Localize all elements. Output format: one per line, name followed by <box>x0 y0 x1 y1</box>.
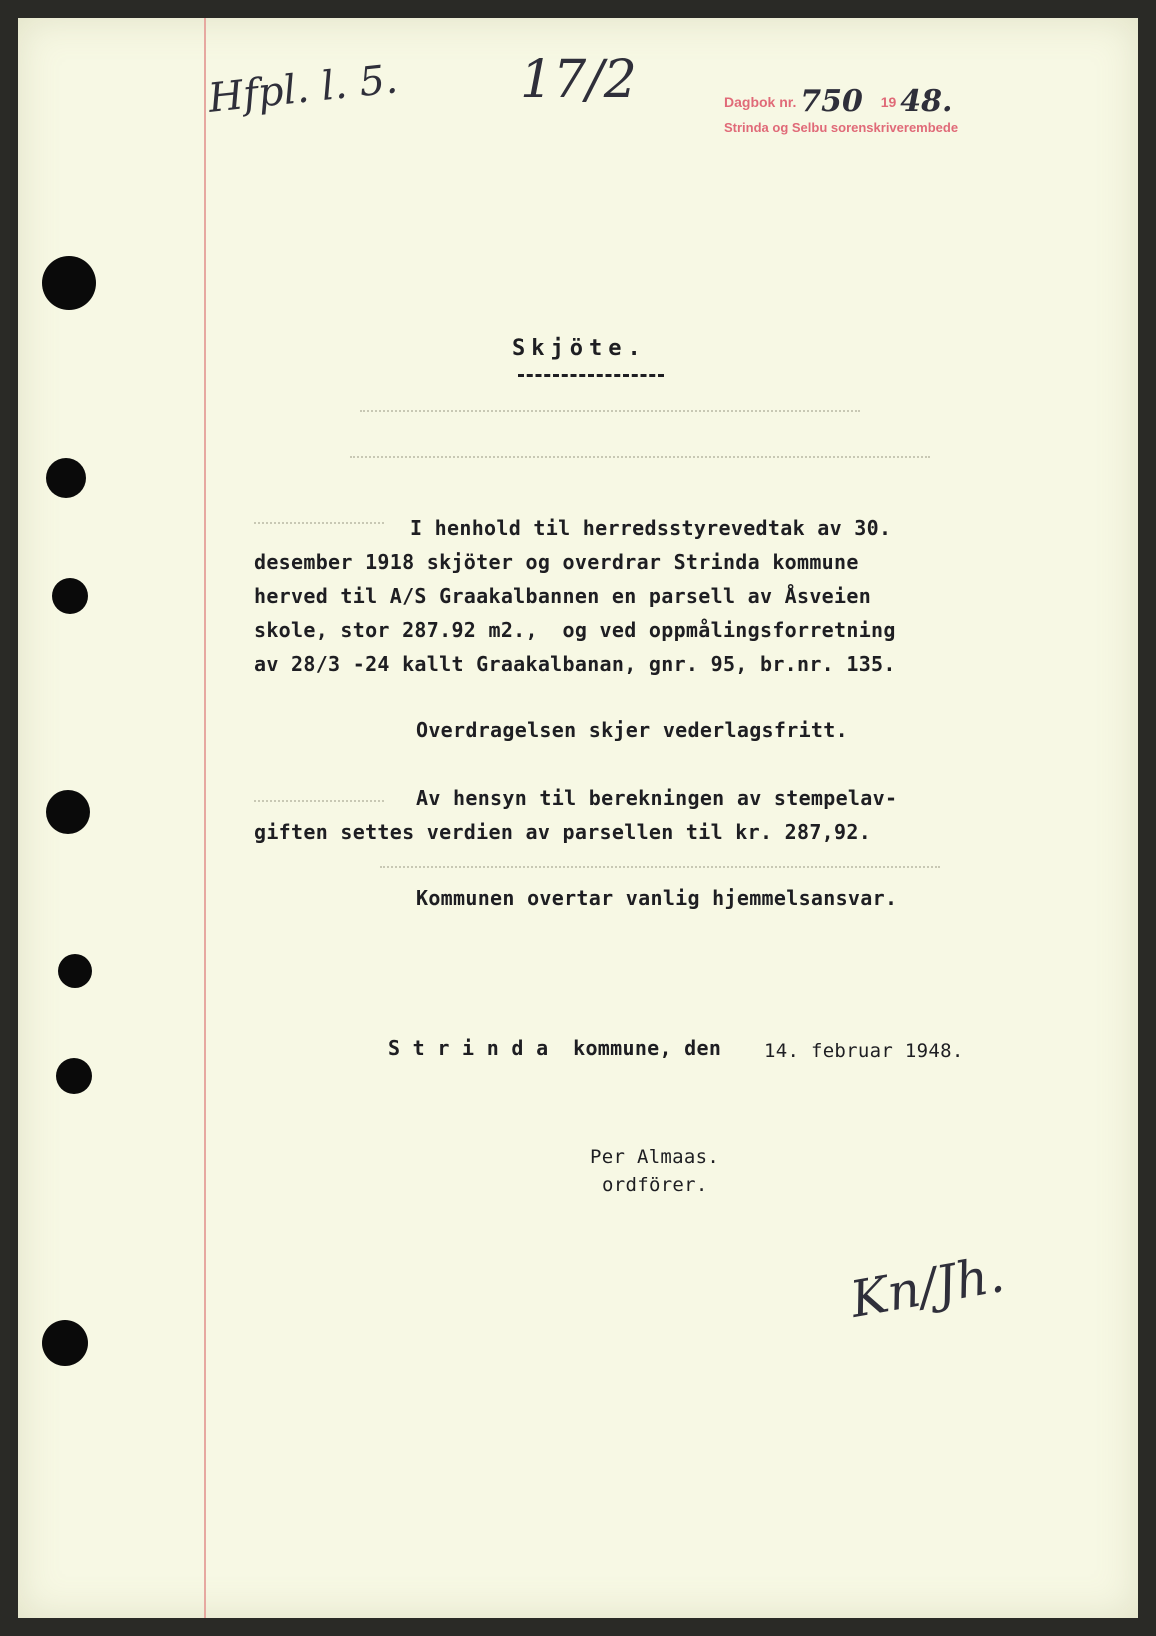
registry-stamp <box>724 80 1064 119</box>
punch-hole <box>58 954 92 988</box>
paragraph-4: Kommunen overtar vanlig hjemmelsansvar. <box>416 886 898 910</box>
punch-hole <box>56 1058 92 1094</box>
handwritten-initials: Kn/Jh. <box>846 1245 1009 1329</box>
paragraph-1-line-2: desember 1918 skjöter og overdrar Strinda kommune <box>254 550 859 574</box>
paragraph-1-line-1: I henhold til herredsstyrevedtak av 30. <box>410 516 892 540</box>
place-date-date: 14. februar 1948. <box>764 1040 964 1062</box>
punch-hole <box>42 1320 88 1366</box>
punch-hole <box>46 458 86 498</box>
title-underline <box>518 374 664 377</box>
guide-line <box>360 410 860 412</box>
punch-hole <box>42 256 96 310</box>
guide-line <box>350 456 930 458</box>
handwritten-folio-note: Hfpl. l. 5. <box>206 56 400 122</box>
paragraph-1-line-5: av 28/3 -24 kallt Graakalbanan, gnr. 95, br.nr. 135. <box>254 652 896 676</box>
paragraph-3-line-2: giften settes verdien av parsellen til kr. 287,92. <box>254 820 872 844</box>
punch-hole <box>52 578 88 614</box>
stamp-year: 48. <box>900 84 953 119</box>
stamp-year-prefix: 19 <box>880 94 897 110</box>
place-date-prefix: S t r i n d a kommune, den <box>388 1036 722 1060</box>
guide-line <box>254 522 384 524</box>
paragraph-1-line-4: skole, stor 287.92 m2., og ved oppmålingsforretning <box>254 618 896 642</box>
paragraph-1-line-3: herved til A/S Graakalbannen en parsell av Åsveien <box>254 584 872 608</box>
signer-name: Per Almaas. <box>590 1146 720 1168</box>
paragraph-2: Overdragelsen skjer vederlagsfritt. <box>416 718 848 742</box>
handwritten-date-note: 17/2 <box>520 50 637 110</box>
paragraph-3-line-1: Av hensyn til berekningen av stempelav- <box>416 786 898 810</box>
margin-rule <box>204 18 206 1618</box>
punch-hole <box>46 790 90 834</box>
guide-line <box>380 866 940 868</box>
document-title: Skjöte. <box>512 336 647 361</box>
stamp-prefix: Dagbok nr. <box>724 94 797 110</box>
registry-stamp-office: Strinda og Selbu sorenskriverembede <box>724 120 959 135</box>
stamp-number: 750 <box>800 84 863 119</box>
guide-line <box>254 800 384 802</box>
document-page <box>18 18 1138 1618</box>
signer-title: ordförer. <box>602 1174 708 1196</box>
